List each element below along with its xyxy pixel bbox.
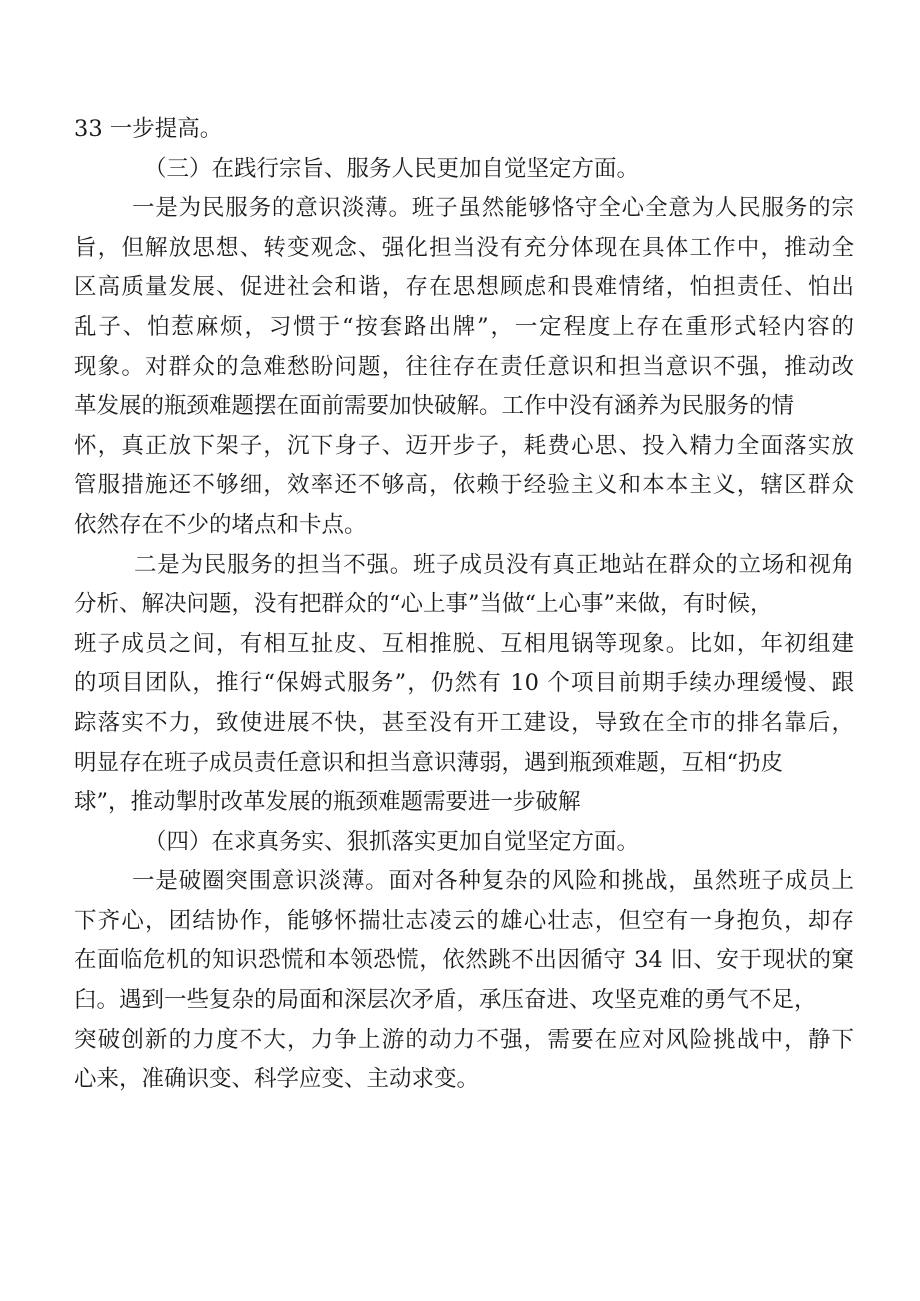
paragraph-line: 的项目团队，推行“保姆式服务”，仍然有 10 个项目前期手续办理缓慢、跟 <box>74 670 854 697</box>
section-heading: （三）在践行宗旨、服务人民更加自觉坚定方面。 <box>144 155 640 182</box>
paragraph-line: 下齐心，团结协作，能够怀揣壮志凌云的雄心壮志，但空有一身抱负，却存 <box>74 907 854 934</box>
paragraph-line: 明显存在班子成员责任意识和担当意识薄弱，遇到瓶颈难题，互相“扔皮 <box>74 749 784 776</box>
paragraph-line: 一是破圈突围意识淡薄。面对各种复杂的风险和挑战，虽然班子成员上 <box>132 868 854 895</box>
paragraph-line: 依然存在不少的堵点和卡点。 <box>74 511 367 538</box>
paragraph-line: 怀，真正放下架子，沉下身子、迈开步子，耗费心思、投入精力全面落实放 <box>74 432 854 459</box>
paragraph-line: 旨，但解放思想、转变观念、强化担当没有充分体现在具体工作中，推动全 <box>74 234 854 261</box>
paragraph-line: 革发展的瓶颈难题摆在面前需要加快破解。工作中没有涵养为民服务的情 <box>74 393 795 420</box>
section-heading: （四）在求真务实、狠抓落实更加自觉坚定方面。 <box>144 828 640 855</box>
paragraph-line: 球”，推动掣肘改革发展的瓶颈难题需要进一步破解 <box>74 789 581 816</box>
paragraph-line: 二是为民服务的担当不强。班子成员没有真正地站在群众的立场和视角 <box>134 551 854 578</box>
paragraph-line: 臼。遇到一些复杂的局面和深层次矛盾，承压奋进、攻坚克难的勇气不足， <box>74 987 817 1014</box>
paragraph-line: 一是为民服务的意识淡薄。班子虽然能够恪守全心全意为人民服务的宗 <box>132 195 854 222</box>
paragraph-line: 班子成员之间，有相互扯皮、互相推脱、互相甩锅等现象。比如，年初组建 <box>74 630 854 657</box>
paragraph-line: 现象。对群众的急难愁盼问题，往往存在责任意识和担当意识不强，推动改 <box>74 353 854 380</box>
paragraph-line: 突破创新的力度不大，力争上游的动力不强，需要在应对风险挑战中，静下 <box>74 1026 854 1053</box>
paragraph-line: 管服措施还不够细，效率还不够高，依赖于经验主义和本本主义，辖区群众 <box>74 472 854 499</box>
paragraph-line: 踪落实不力，致使进展不快，甚至没有开工建设，导致在全市的排名靠后， <box>74 709 854 736</box>
paragraph-line: 33 一步提高。 <box>74 116 223 142</box>
paragraph-line: 在面临危机的知识恐慌和本领恐慌，依然跳不出因循守 34 旧、安于现状的窠 <box>74 947 854 974</box>
paragraph-line: 区高质量发展、促进社会和谐，存在思想顾虑和畏难情绪，怕担责任、怕出 <box>74 274 854 301</box>
paragraph-line: 分析、解决问题，没有把群众的“心上事”当做“上心事”来做，有时候， <box>74 591 773 618</box>
paragraph-line: 乱子、怕惹麻烦，习惯于“按套路出牌”，一定程度上存在重形式轻内容的 <box>74 313 854 340</box>
paragraph-line: 心来，准确识变、科学应变、主动求变。 <box>74 1066 480 1093</box>
document-body <box>74 110 854 1100</box>
